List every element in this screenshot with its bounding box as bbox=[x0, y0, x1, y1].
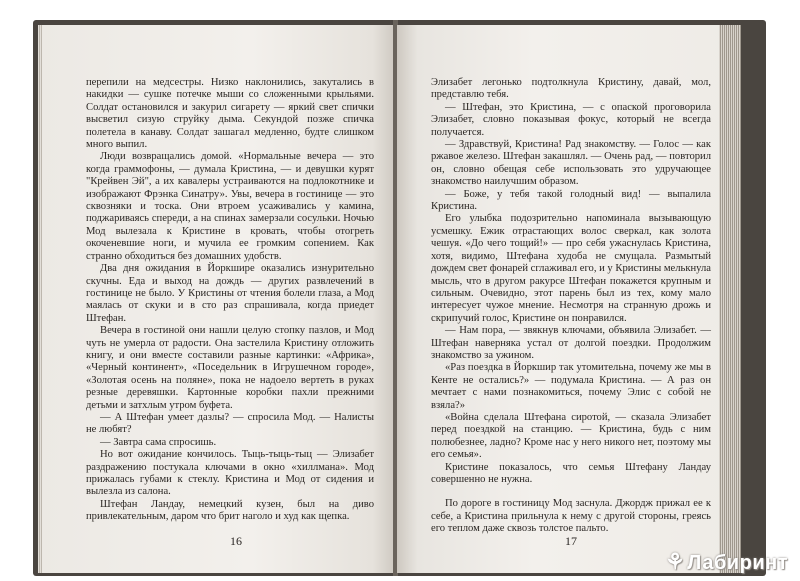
paragraph: — Завтра сама спросишь. bbox=[100, 436, 217, 448]
left-page-edge bbox=[38, 25, 42, 573]
page-number: 16 bbox=[230, 534, 242, 548]
labirint-logo-icon: ⚘ bbox=[665, 549, 686, 574]
paragraph: Кристине показалось, что семья Штефану Ландау совершенно не нужна. bbox=[431, 461, 711, 485]
right-page-text bbox=[431, 77, 711, 536]
left-page bbox=[38, 25, 394, 573]
right-page-edge bbox=[719, 25, 741, 573]
right-page bbox=[397, 25, 741, 573]
left-page-text bbox=[86, 77, 374, 524]
paragraph: Элизабет легонько подтолкнула Кристину, давай, мол, представлю тебя. bbox=[431, 77, 711, 101]
paragraph: — Штефан, это Кристина, — с опаской проговорила Элизабет, словно показывая фокус, который не всегда получается. bbox=[431, 101, 711, 138]
paragraph: — Здравствуй, Кристина! Рад знакомству. — Голос — как ржавое железо. Штефан закашлял. — Очень рад, — повторил он, словно обещая себе использовать это удручающее знакомство наилучшим образом. bbox=[431, 139, 711, 188]
watermark-logo bbox=[665, 549, 788, 575]
paragraph: Два дня ожидания в Йоркшире оказались изнурительно скучны. Еда и выход на дождь — других развлечений в гостинице не было. У Кристины от чтения болели глаза, а Мод маялась от скуки и в сто раз спрашивала, когда приедет Штефан. bbox=[86, 263, 374, 324]
paragraph: перепили на медсестры. Низко наклонились, закутались в накидки — сушке потечке мыши со сложенными крыльями. Солдат остановился и закурил сигарету — яркий свет спички высветил сизую струйку дыма. Секундой позже спичка полетела в канаву. Солдат зашагал медленно, будте слишком много выпил. bbox=[86, 77, 374, 151]
paragraph: Но вот ожидание кончилось. Тыць-тыць-тыц — Элизабет раздражению постукала ключами в окно «хиллмана». Мод прижалась губами к стеклу. Кристина и Мод от сидения и вылезла из салона. bbox=[86, 449, 374, 498]
paragraph: По дороге в гостиницу Мод заснула. Джордж прижал ее к себе, а Кристина прильнула к нему с другой стороны, греясь его теплом даже сквозь толстое пальто. bbox=[431, 498, 711, 535]
paragraph: Штефан Ландау, немецкий кузен, был на диво привлекательным, даром что брит наголо и худ как щепка. bbox=[86, 498, 374, 523]
paragraph: — Боже, у тебя такой голодный вид! — выпалила Кристина. bbox=[431, 188, 711, 213]
paragraph: — А Штефан умеет дазлы? — спросила Мод. — Налисты не любят? bbox=[86, 411, 374, 436]
paragraph: Его улыбка подозрительно напоминала вызывающую усмешку. Ежик отрастающих волос сверкал, как золота чешуя. «До чего тощий!» — про себя ужаснулась Кристина, хотя, видимо, Штефана худоба не смущала. Размытый дождем свет фонарей сглаживал его, и у Кристины мелькнула мысль, что в другом ракурсе Штефан покажется крупным и сильным. Очевидно, этот парень был из тех, кому мало интересует чужое мнение. Несмотря на странную дрожь и скрипучий голос, Кристине он понравился. bbox=[431, 213, 712, 324]
watermark-text: Лабиринт bbox=[687, 552, 788, 574]
paragraph: — Нам пора, — звякнув ключами, объявила Элизабет. — Штефан наверняка устал от долгой поездки. Продолжим знакомство за ужином. bbox=[431, 325, 711, 361]
open-book bbox=[33, 20, 766, 576]
paragraph: «Раз поездка в Йоркшир так утомительна, почему же мы в Кенте не остались?» — подумала Кристина. — А раз он мечтает с нами познакомиться, почему Элис с собой не взяла?» bbox=[431, 362, 711, 411]
paragraph: Вечера в гостиной они нашли целую стопку пазлов, и Мод чуть не умерла от радости. Она застелила Кристину отложить книгу, и они вместе составили разные картинки: «Африка», «Черный континент», «Поседельник в Игрушечном городе», «Золотая осень на поляне», пока не надоело вертеть в руках резные деревяшки. Картонные коробки пахли прежними детьми и затхлым утром буфета. bbox=[86, 325, 374, 411]
paragraph: Люди возвращались домой. «Нормальные вечера — это когда граммофоны, — думала Кристина, — и девушки курят "Крейвен Эй", а их кавалеры устраиваются на подлокотнике и изображают Фрэнка Синатру». Увы, вечера в гостинице — это сквозняки и тоска. Они втроем усаживались у камина, поджариваясь спереди, а на спинах замерзали сосульки. Ночью Мод вылезала к Кристине в кровать, чтобы отогреть окоченевшие ноги, и мучила ее громким сопением. Как странно обходиться без домашних удобств. bbox=[86, 151, 374, 262]
paragraph: «Война сделала Штефана сиротой, — сказала Элизабет перед поездкой на станцию. — Кристина, будь с ним полюбезнее, ладно? Кроме нас у него никого нет, поэтому мы его семья». bbox=[431, 411, 711, 461]
page-number: 17 bbox=[565, 534, 577, 548]
